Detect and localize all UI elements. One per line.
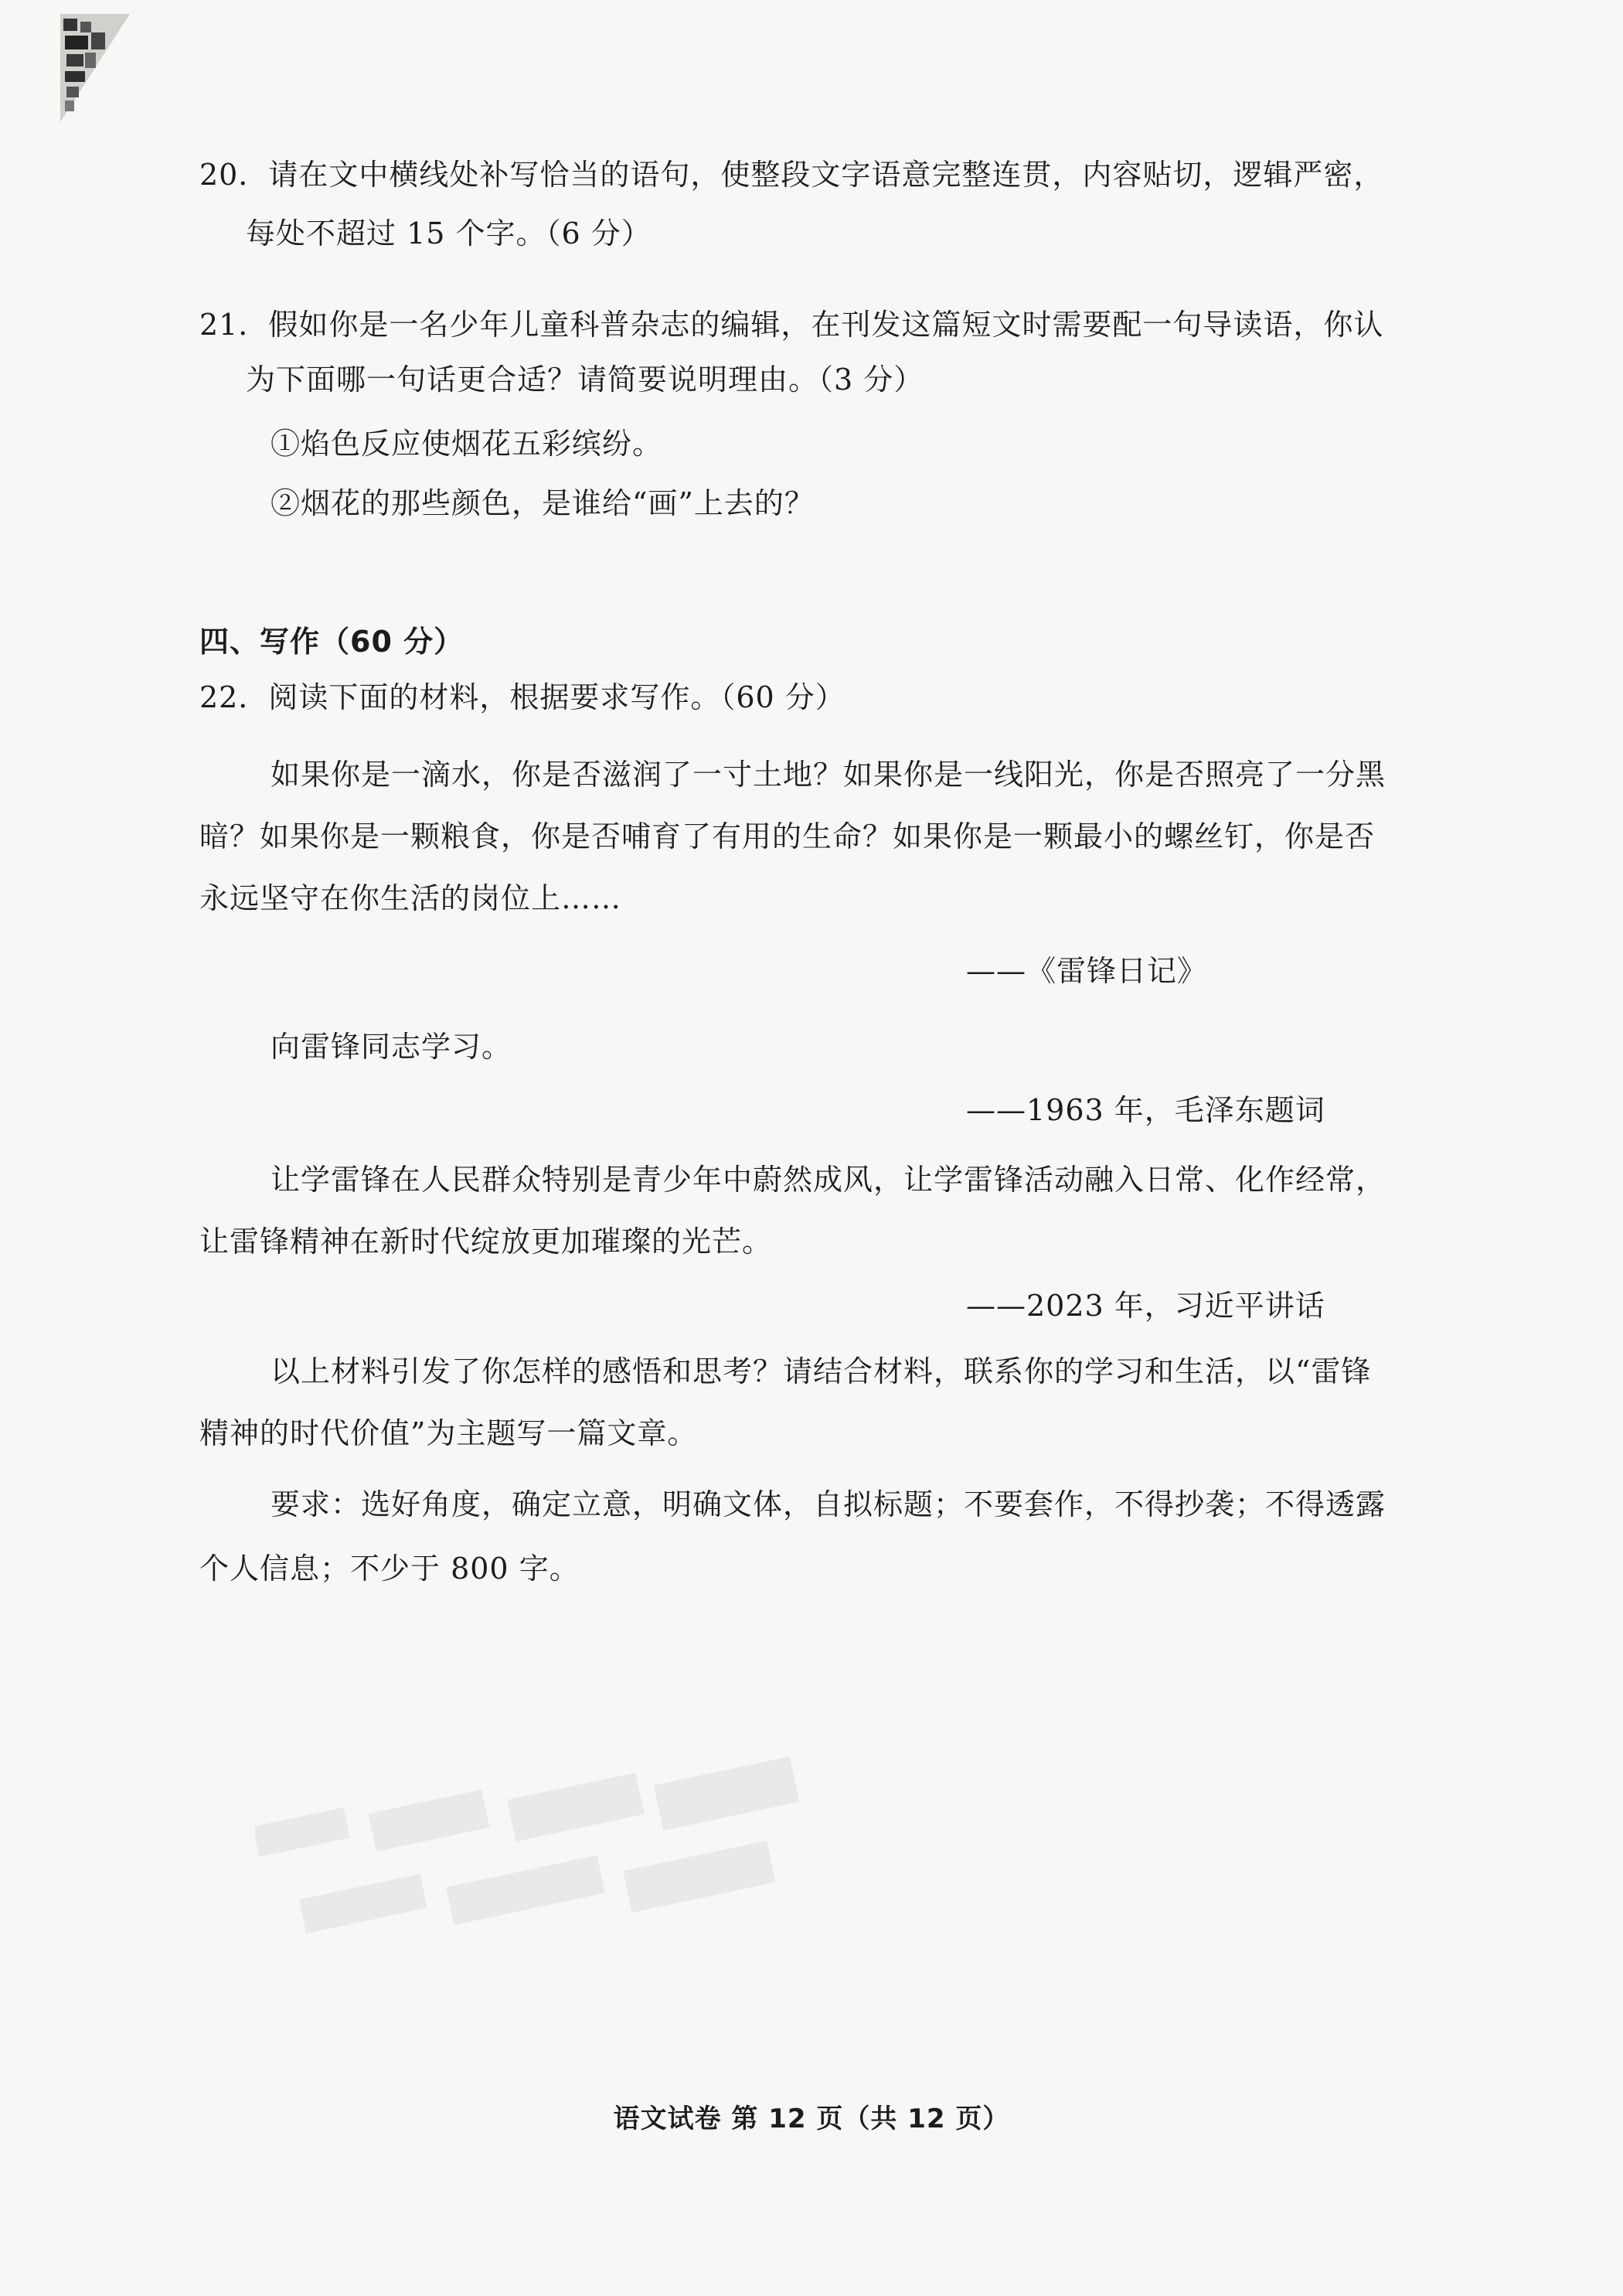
material1-source: ——《雷锋日记》 bbox=[966, 954, 1208, 988]
watermark-graphic bbox=[255, 1747, 951, 1979]
q21-option-2: ②烟花的那些颜色，是谁给“画”上去的？ bbox=[270, 486, 815, 520]
q20-line-1: 20．请在文中横线处补写恰当的语句，使整段文字语意完整连贯，内容贴切，逻辑严密， bbox=[199, 158, 1384, 192]
material1-line-2: 暗？如果你是一颗粮食，你是否哺育了有用的生命？如果你是一颗最小的螺丝钉，你是否 bbox=[199, 819, 1376, 853]
material2-line-1: 向雷锋同志学习。 bbox=[270, 1030, 512, 1064]
material1-line-1: 如果你是一滴水，你是否滋润了一寸土地？如果你是一线阳光，你是否照亮了一分黑 bbox=[270, 758, 1387, 792]
q22-prompt: 22．阅读下面的材料，根据要求写作。（60 分） bbox=[199, 680, 846, 714]
section-four-title: 四、写作（60 分） bbox=[199, 625, 464, 659]
writing-prompt-line-2: 精神的时代价值”为主题写一篇文章。 bbox=[199, 1416, 698, 1450]
requirements-line-2: 个人信息；不少于 800 字。 bbox=[199, 1552, 580, 1586]
material2-source: ——1963 年，毛泽东题词 bbox=[966, 1093, 1325, 1127]
q21-line-2: 为下面哪一句话更合适？请简要说明理由。（3 分） bbox=[246, 363, 924, 397]
corner-scan-mark bbox=[60, 14, 130, 122]
q21-option-1: ①焰色反应使烟花五彩缤纷。 bbox=[270, 427, 663, 461]
page-footer: 语文试卷 第 12 页（共 12 页） bbox=[613, 2104, 1010, 2134]
writing-prompt-line-1: 以上材料引发了你怎样的感悟和思考？请结合材料，联系你的学习和生活，以“雷锋 bbox=[270, 1354, 1372, 1388]
q21-line-1: 21．假如你是一名少年儿童科普杂志的编辑，在刊发这篇短文时需要配一句导读语，你认 bbox=[199, 308, 1384, 342]
q20-line-2: 每处不超过 15 个字。（6 分） bbox=[246, 216, 652, 250]
material3-line-2: 让雷锋精神在新时代绽放更加璀璨的光芒。 bbox=[199, 1225, 773, 1259]
material1-line-3: 永远坚守在你生活的岗位上…… bbox=[199, 881, 622, 915]
material3-source: ——2023 年，习近平讲话 bbox=[966, 1289, 1325, 1323]
material3-line-1: 让学雷锋在人民群众特别是青少年中蔚然成风，让学雷锋活动融入日常、化作经常， bbox=[270, 1163, 1387, 1197]
requirements-line-1: 要求：选好角度，确定立意，明确文体，自拟标题；不要套作，不得抄袭；不得透露 bbox=[270, 1487, 1387, 1521]
